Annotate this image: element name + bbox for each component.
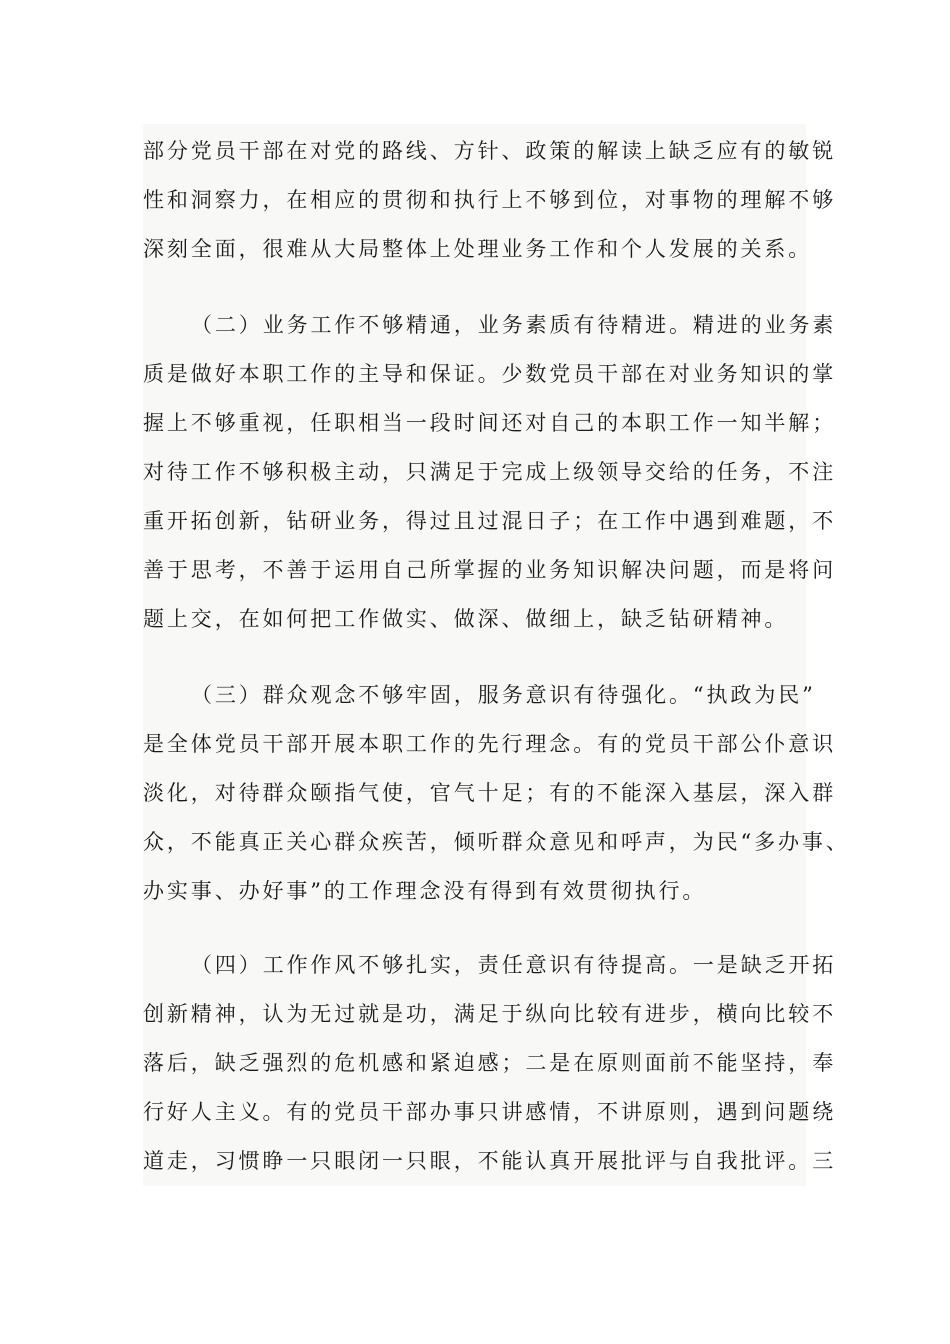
text-line: 落后，缺乏强烈的危机感和紧迫感；二是在原则面前不能坚持，奉	[143, 1051, 837, 1075]
text-line: 质是做好本职工作的主导和保证。少数党员干部在对业务知识的掌	[143, 362, 837, 386]
text-line: 部分党员干部在对党的路线、方针、政策的解读上缺乏应有的敏锐	[143, 139, 837, 163]
text-line: 创新精神，认为无过就是功，满足于纵向比较有进步，横向比较不	[143, 1002, 837, 1026]
text-line: （三）群众观念不够牢固，服务意识有待强化。“执政为民”	[191, 683, 816, 707]
text-line: 善于思考，不善于运用自己所掌握的业务知识解决问题，而是将问	[143, 558, 837, 582]
text-line: 题上交，在如何把工作做实、做深、做细上，缺乏钻研精神。	[143, 607, 789, 631]
text-line: 握上不够重视，任职相当一段时间还对自己的本职工作一知半解；	[143, 411, 837, 435]
text-line: 行好人主义。有的党员干部办事只讲感情，不讲原则，遇到问题绕	[143, 1100, 837, 1124]
text-line: 众，不能真正关心群众疾苦，倾听群众意见和呼声，为民“多办事、	[143, 830, 850, 854]
text-line: （二）业务工作不够精通，业务素质有待精进。精进的业务素	[191, 313, 837, 337]
text-line: 对待工作不够积极主动，只满足于完成上级领导交给的任务，不注	[143, 460, 837, 484]
text-line: （四）工作作风不够扎实，责任意识有待提高。一是缺乏开拓	[191, 953, 837, 977]
text-line: 办实事、办好事”的工作理念没有得到有效贯彻执行。	[143, 879, 707, 903]
text-line: 道走，习惯睁一只眼闭一只眼，不能认真开展批评与自我批评。三	[143, 1149, 837, 1173]
text-line: 深刻全面，很难从大局整体上处理业务工作和个人发展的关系。	[143, 237, 813, 261]
text-line: 是全体党员干部开展本职工作的先行理念。有的党员干部公仆意识	[143, 732, 837, 756]
text-line: 性和洞察力，在相应的贯彻和执行上不够到位，对事物的理解不够	[143, 188, 837, 212]
document-body	[143, 124, 850, 1186]
text-line: 重开拓创新，钻研业务，得过且过混日子；在工作中遇到难题，不	[143, 509, 837, 533]
text-line: 淡化，对待群众颐指气使，官气十足；有的不能深入基层，深入群	[143, 781, 837, 805]
